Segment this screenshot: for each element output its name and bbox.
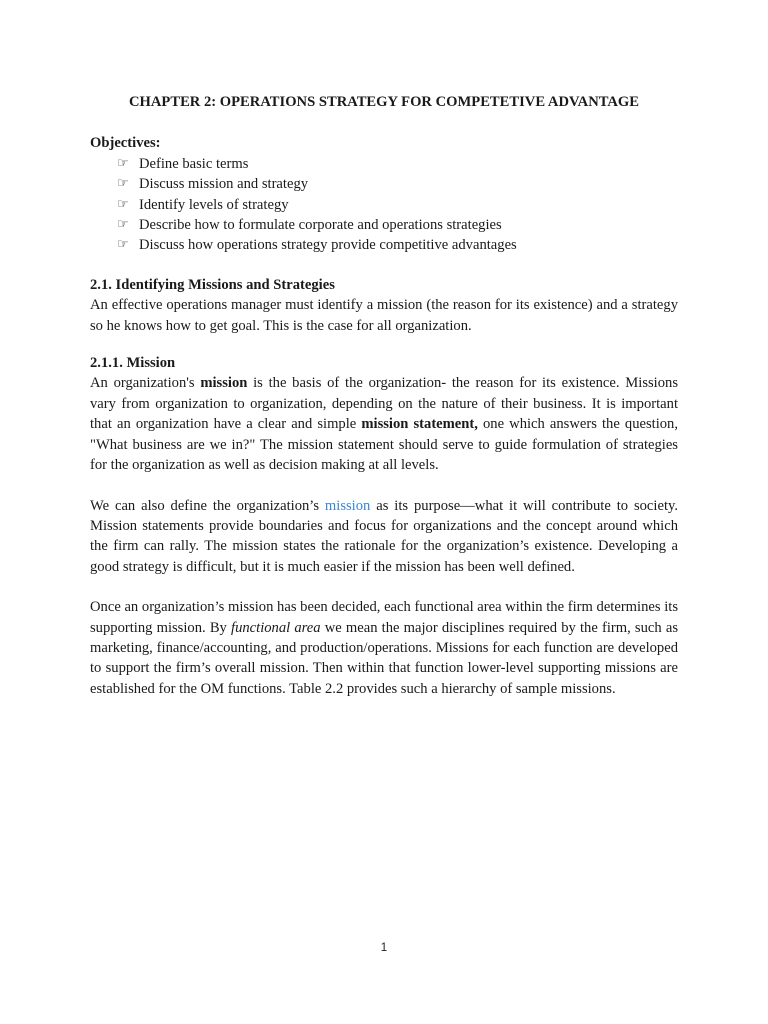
pointing-hand-icon: ☞ <box>117 217 129 233</box>
bold-term-mission-statement: mission statement, <box>361 416 478 433</box>
italic-term-functional-area: functional area <box>231 619 321 636</box>
pointing-hand-icon: ☞ <box>117 176 129 192</box>
mission-paragraph-2 <box>90 496 678 578</box>
objective-text: Discuss how operations strategy provide competitive advantages <box>139 237 517 254</box>
list-item <box>117 174 678 194</box>
objective-text: Identify levels of strategy <box>139 196 289 213</box>
text-run: Once an organization’s mission has been decided, each functional area within the firm determines its supporting mission. By <box>90 599 678 636</box>
pointing-hand-icon: ☞ <box>117 155 129 171</box>
section-heading-2-1-1: 2.1.1. Mission <box>90 355 176 372</box>
text-run: as its purpose—what it will contribute to society. Mission statements provide boundaries and focus for organizations and the concept around which the firm can rally. The mission states the rationale for the organization’s existence. Developing a good strategy is difficult, but it is much easier if the mission has been well defined. <box>90 497 678 575</box>
section-2-1-paragraph: An effective operations manager must identify a mission (the reason for its existence) and a strategy so he knows how to get goal. This is the case for all organization. <box>90 297 678 334</box>
objective-text: Discuss mission and strategy <box>139 176 309 193</box>
pointing-hand-icon: ☞ <box>117 237 129 253</box>
chapter-title: CHAPTER 2: OPERATIONS STRATEGY FOR COMPETETIVE ADVANTAGE <box>128 94 640 110</box>
objectives-list <box>90 154 678 256</box>
bold-term-mission: mission <box>200 375 248 392</box>
pointing-hand-icon: ☞ <box>117 196 129 212</box>
objective-text: Describe how to formulate corporate and operations strategies <box>139 217 502 234</box>
objectives-heading: Objectives: <box>90 135 161 152</box>
text-run: we mean the major disciplines required by the firm, such as marketing, finance/accounting, and production/operations. Missions for each function are developed to support the firm’s overall mission. Then within that function lower-level supporting missions are established for the OM functions. Table 2.2 provides such a hierarchy of sample missions. <box>90 619 678 697</box>
mission-paragraph-3 <box>90 597 678 699</box>
text-run: We can also define the organization’s <box>90 497 325 514</box>
objective-text: Define basic terms <box>139 155 249 172</box>
list-item <box>117 154 678 174</box>
list-item <box>117 215 678 235</box>
list-item <box>117 235 678 255</box>
list-item <box>117 195 678 215</box>
mission-paragraph-1 <box>90 373 678 475</box>
mission-link[interactable]: mission <box>324 497 371 514</box>
text-run: one which answers the question, "What business are we in?" The mission statement should serve to guide formulation of strategies for the organization as well as decision making at all levels. <box>90 416 679 474</box>
section-heading-2-1: 2.1. Identifying Missions and Strategies <box>90 276 335 293</box>
text-run: An organization's <box>90 375 201 392</box>
text-run: is the basis of the organization- the reason for its existence. Missions vary from organization to organization, depending on the nature of their business. It is important that an organization have a clear and simple <box>90 375 678 433</box>
page-number: 1 <box>380 942 388 954</box>
document-page <box>90 88 678 699</box>
